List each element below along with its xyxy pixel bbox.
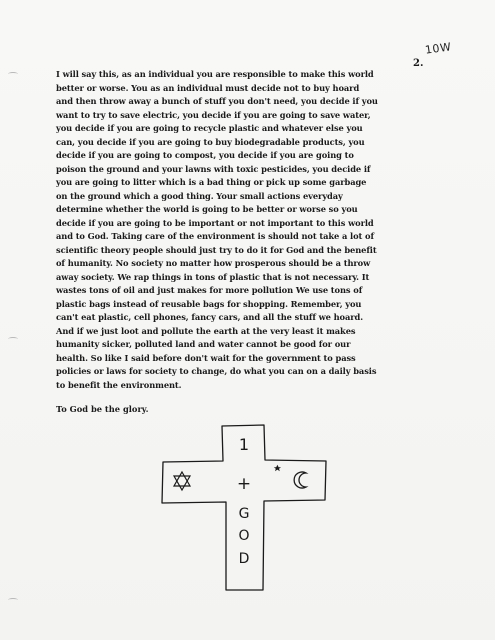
body-paragraph	[56, 68, 448, 392]
punch-hole-mark	[8, 598, 18, 602]
body-line: better or worse. You as an individual must decide not to buy hoard	[56, 82, 360, 93]
body-line: poison the ground and your lawns with toxic pesticides, you decide if	[56, 163, 371, 174]
body-line: humanity sicker, polluted land and water cannot be good for our	[56, 339, 351, 349]
cross-letter-d: D	[238, 551, 250, 567]
cross-letter-o: O	[238, 528, 250, 544]
body-line: you are going to litter which is a bad thing or pick up some garbage	[56, 177, 367, 187]
cross-plus-sign: +	[236, 474, 252, 494]
body-line: determine whether the world is going to be better or worse so you	[56, 204, 358, 214]
closing-line: To God be the glory.	[56, 404, 149, 414]
star-of-david-icon	[174, 472, 190, 490]
punch-hole-mark	[8, 72, 18, 76]
cross-letter-g: G	[238, 506, 250, 522]
cross-top-numeral: 1	[238, 435, 250, 454]
body-line: health. So like I said before don't wait for the government to pass	[56, 352, 356, 363]
crescent-star-icon	[274, 465, 306, 488]
body-line: policies or laws for society to change, do what you can on a daily basis	[56, 366, 377, 376]
body-line: plastic bags instead of reusable bags for shopping. Remember, you	[56, 298, 362, 309]
page-number: 2.	[413, 58, 424, 69]
body-line: decide if you are going to be important or not important to this world	[56, 217, 374, 228]
body-line: on the ground which a good thing. Your small actions everyday	[56, 190, 343, 201]
body-line: and then throw away a bunch of stuff you don't need, you decide if you	[56, 96, 378, 106]
body-line: of humanity. No society no matter how prosperous should be a throw	[56, 258, 371, 268]
body-line: wastes tons of oil and just makes for more pollution We use tons of	[56, 285, 363, 295]
handwritten-note: 10W	[424, 40, 453, 57]
body-line: and to God. Taking care of the environment is should not take a lot of	[56, 231, 374, 241]
body-line: you decide if you are going to recycle plastic and whatever else you	[56, 123, 363, 133]
body-line: can, you decide if you are going to buy biodegradable products, you	[56, 136, 365, 147]
body-line: away society. We rap things in tons of plastic that is not necessary. It	[56, 271, 370, 282]
body-line: decide if you are going to compost, you decide if you are going to	[56, 150, 354, 160]
hand-drawn-cross	[160, 422, 328, 592]
body-line: want to try to save electric, you decide if you are going to save water,	[56, 109, 371, 120]
body-line: to benefit the environment.	[56, 379, 182, 390]
body-line: scientific theory people should just try to do it for God and the benefit	[56, 244, 377, 255]
body-line: And if we just loot and pollute the earth at the very least it makes	[56, 325, 356, 336]
body-line: I will say this, as an individual you are responsible to make this world	[56, 69, 374, 79]
body-line: can't eat plastic, cell phones, fancy cars, and all the stuff we hoard.	[56, 312, 364, 322]
punch-hole-mark	[8, 337, 18, 341]
